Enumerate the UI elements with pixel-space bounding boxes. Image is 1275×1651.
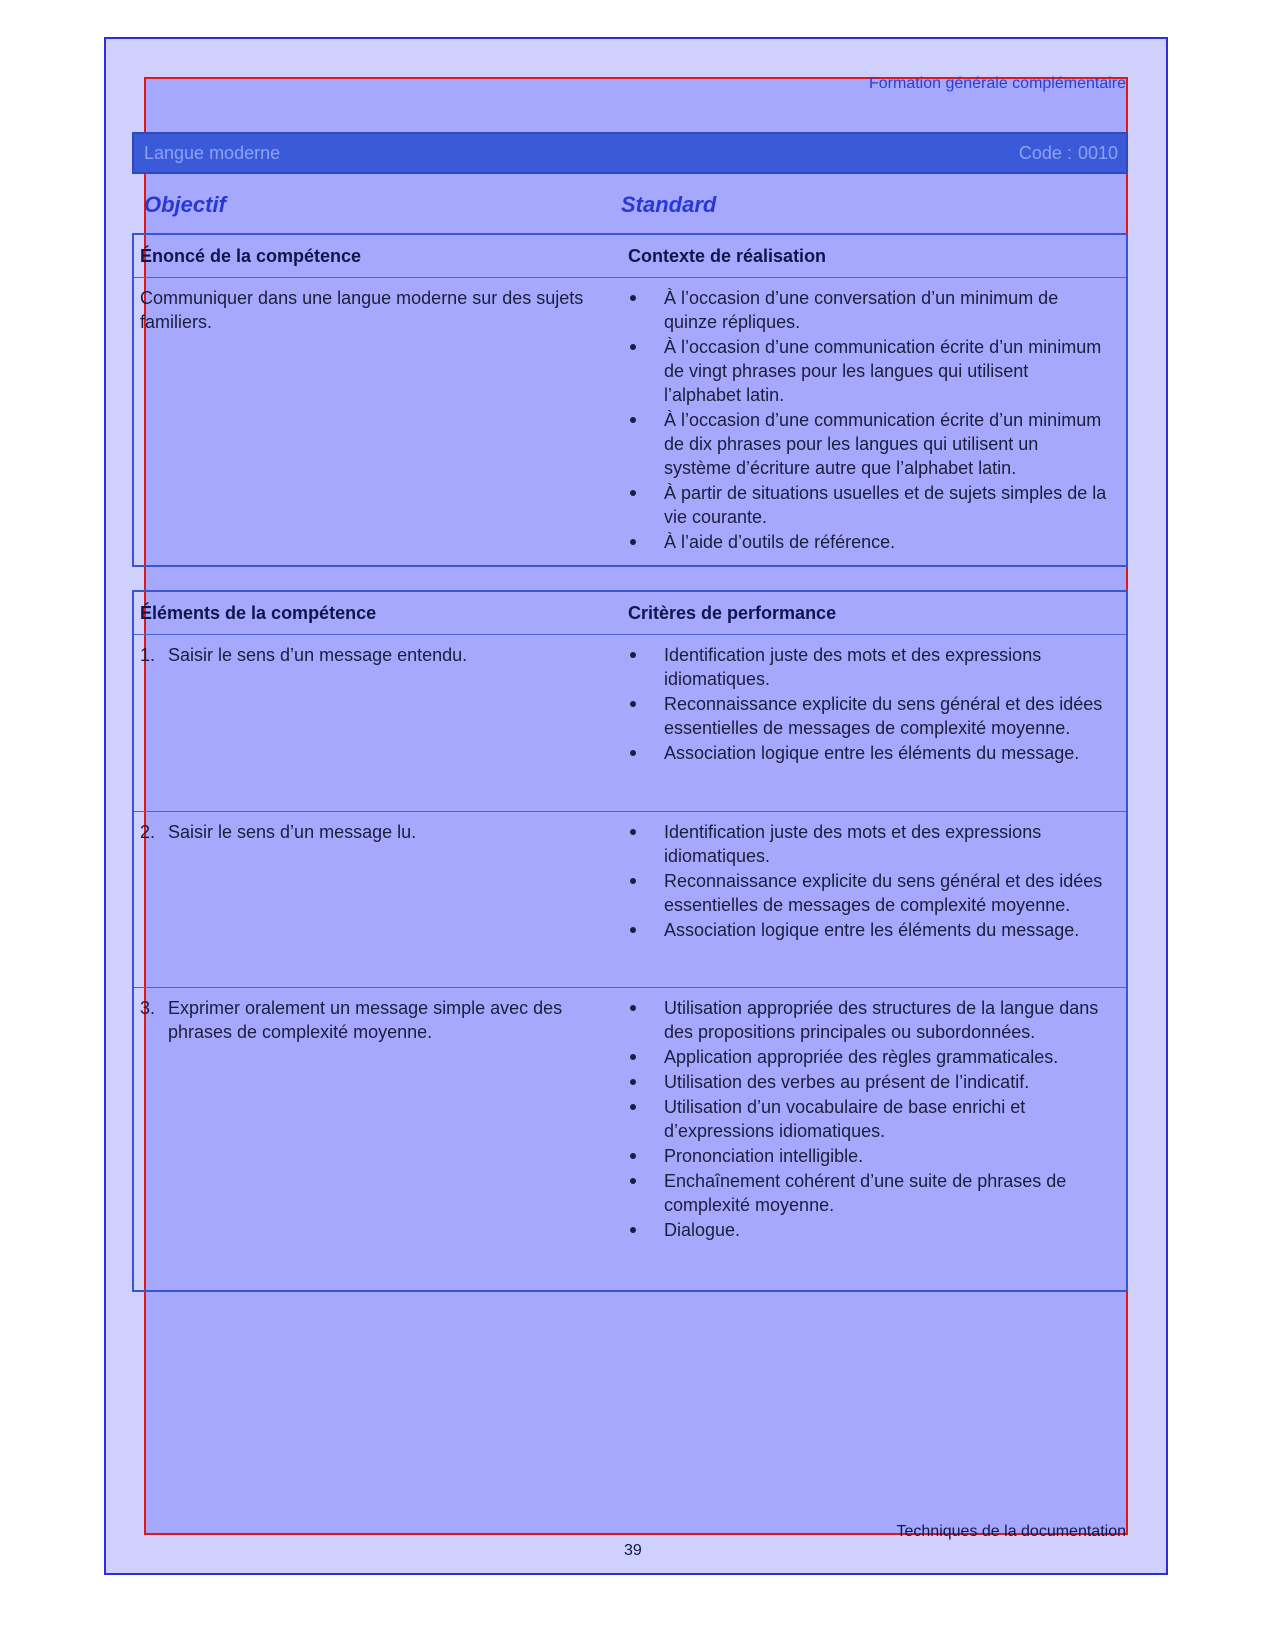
element-number: 2. bbox=[140, 822, 156, 842]
running-footer: Techniques de la documentation bbox=[896, 1523, 1126, 1540]
subject-banner bbox=[132, 132, 1128, 174]
element-text: Saisir le sens d’un message lu. bbox=[168, 822, 417, 842]
standard-label: Standard bbox=[621, 192, 717, 217]
objective-row bbox=[144, 192, 1128, 220]
competence-statement-heading: Énoncé de la compétence bbox=[140, 245, 362, 266]
list-item: Prononciation intelligible. bbox=[628, 1144, 1108, 1168]
criteria-list bbox=[628, 996, 1108, 1242]
criteria-list bbox=[628, 643, 1108, 765]
list-item: Enchaînement cohérent d’une suite de phrases de complexité moyenne. bbox=[628, 1169, 1108, 1217]
competence-row bbox=[134, 278, 1126, 561]
elements-block bbox=[132, 590, 1128, 1292]
list-item: Dialogue. bbox=[628, 1218, 1108, 1242]
subject-title: Langue moderne bbox=[144, 142, 281, 163]
list-item: À l’aide d’outils de référence. bbox=[628, 530, 1108, 554]
list-item: Utilisation appropriée des structures de la langue dans des propositions principales ou subordonnées. bbox=[628, 996, 1108, 1044]
list-item: Identification juste des mots et des expressions idiomatiques. bbox=[628, 820, 1108, 868]
list-item: Utilisation d’un vocabulaire de base enrichi et d’expressions idiomatiques. bbox=[628, 1095, 1108, 1143]
table-row bbox=[134, 987, 1126, 1249]
running-header: Formation générale complémentaire bbox=[868, 75, 1126, 92]
list-item: À l’occasion d’une conversation d’un minimum de quinze répliques. bbox=[628, 286, 1108, 334]
element-text: Saisir le sens d’un message entendu. bbox=[168, 645, 468, 665]
list-item: Association logique entre les éléments du message. bbox=[628, 918, 1108, 942]
competence-block bbox=[132, 233, 1128, 567]
code-group bbox=[1019, 143, 1118, 164]
list-item: Association logique entre les éléments du message. bbox=[628, 741, 1108, 765]
table-row bbox=[134, 811, 1126, 987]
objective-label: Objectif bbox=[144, 192, 226, 217]
page-number: 39 bbox=[624, 1542, 642, 1559]
list-item: Reconnaissance explicite du sens général et des idées essentielles de messages de complexité moyenne. bbox=[628, 869, 1108, 917]
element-number: 3. bbox=[140, 998, 156, 1018]
elements-heading: Éléments de la compétence bbox=[140, 602, 377, 623]
element-number: 1. bbox=[140, 645, 156, 665]
competence-statement: Communiquer dans une langue moderne sur des sujets familiers. bbox=[140, 288, 584, 332]
competence-header bbox=[134, 235, 1126, 278]
elements-header bbox=[134, 592, 1126, 635]
code-label: Code : bbox=[1018, 142, 1072, 163]
code-value: 0010 bbox=[1077, 142, 1118, 163]
context-heading: Contexte de réalisation bbox=[628, 245, 827, 266]
list-item: Utilisation des verbes au présent de l’indicatif. bbox=[628, 1070, 1108, 1094]
list-item: À l’occasion d’une communication écrite d’un minimum de dix phrases pour les langues qui utilisent un système d’écriture autre que l’alphabet latin. bbox=[628, 408, 1108, 480]
list-item: Reconnaissance explicite du sens général et des idées essentielles de messages de complexité moyenne. bbox=[628, 692, 1108, 740]
list-item: Application appropriée des règles grammaticales. bbox=[628, 1045, 1108, 1069]
list-item: Identification juste des mots et des expressions idiomatiques. bbox=[628, 643, 1108, 691]
table-row bbox=[134, 635, 1126, 811]
context-list bbox=[628, 286, 1108, 554]
element-text: Exprimer oralement un message simple avec des phrases de complexité moyenne. bbox=[168, 998, 563, 1042]
criteria-list bbox=[628, 820, 1108, 942]
list-item: À partir de situations usuelles et de sujets simples de la vie courante. bbox=[628, 481, 1108, 529]
list-item: À l’occasion d’une communication écrite d’un minimum de vingt phrases pour les langues qui utilisent l’alphabet latin. bbox=[628, 335, 1108, 407]
criteria-heading: Critères de performance bbox=[628, 602, 837, 623]
